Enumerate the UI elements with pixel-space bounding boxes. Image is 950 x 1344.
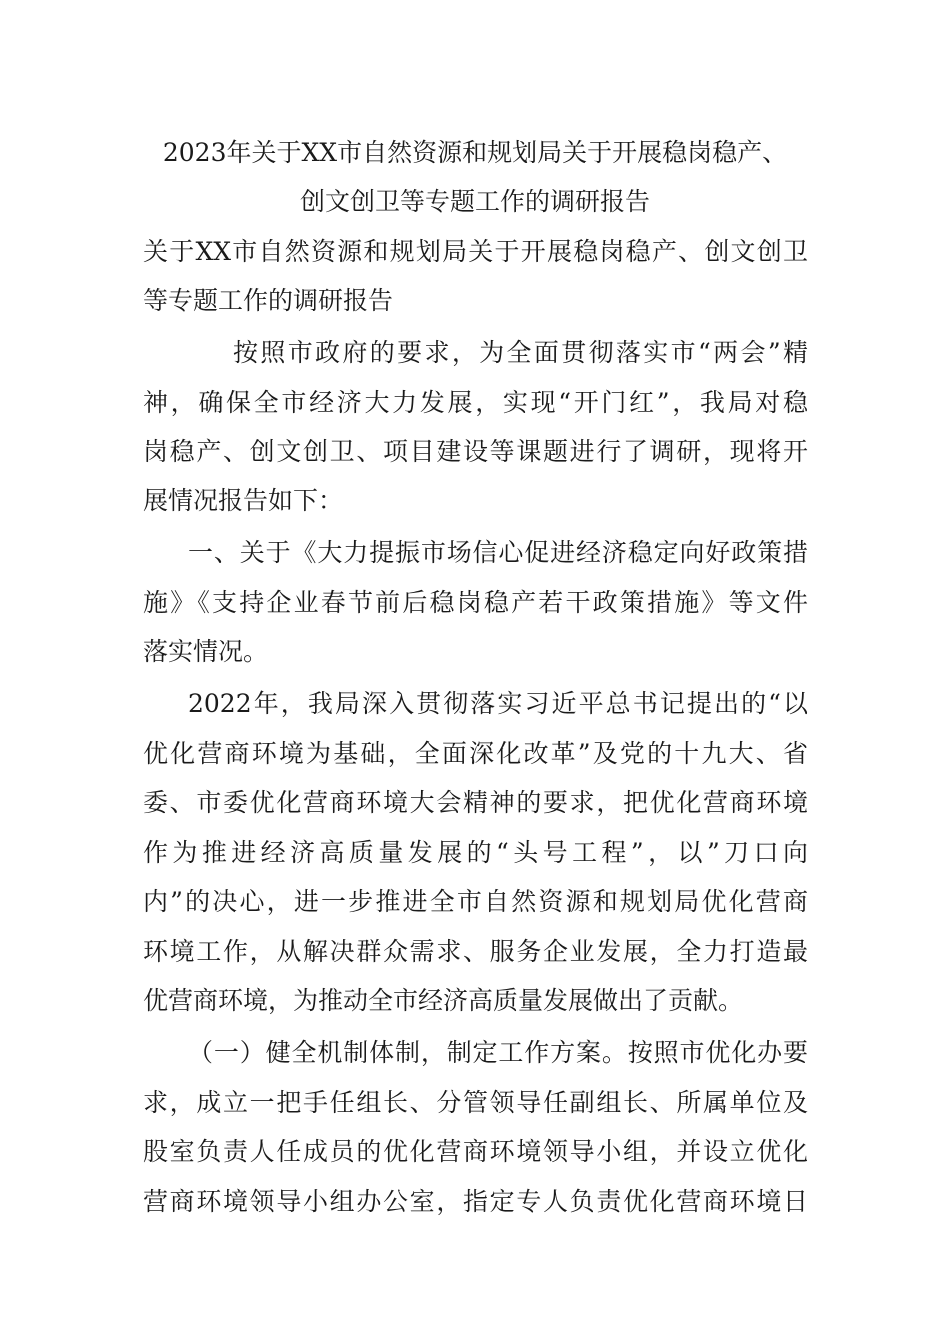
intro-line-2: 神，确保全市经济大力发展，实现“开门红”，我局对稳	[143, 388, 808, 417]
mechanism-line-3: 股室负责人任成员的优化营商环境领导小组，并设立优化	[143, 1137, 808, 1166]
year-2022-line-6: 环境工作，从解决群众需求、服务企业发展，全力打造最	[143, 937, 808, 966]
mechanism-line-1: （一）健全机制体制，制定工作方案。按照市优化办要	[188, 1038, 808, 1067]
document-title-line-2: 创文创卫等专题工作的调研报告	[299, 187, 650, 216]
section-one-heading-line-3: 落实情况。	[143, 637, 269, 666]
section-one-heading-line-1: 一、关于《大力提振市场信心促进经济稳定向好政策措	[188, 538, 808, 567]
subtitle-line-1: 关于XX市自然资源和规划局关于开展稳岗稳产、创文创卫	[143, 237, 808, 266]
mechanism-line-2: 求，成立一把手任组长、分管领导任副组长、所属单位及	[143, 1088, 808, 1117]
year-2022-line-5: 内”的决心，进一步推进全市自然资源和规划局优化营商	[143, 887, 808, 916]
section-one-heading-line-2: 施》《支持企业春节前后稳岗稳产若干政策措施》等文件	[143, 588, 808, 617]
year-2022-line-4: 作为推进经济高质量发展的“头号工程”，以”刀口向	[143, 838, 808, 867]
document-title-line-1: 2023年关于XX市自然资源和规划局关于开展稳岗稳产、	[162, 138, 788, 167]
year-2022-line-3: 委、市委优化营商环境大会精神的要求，把优化营商环境	[143, 788, 808, 817]
subtitle-line-2: 等专题工作的调研报告	[143, 286, 394, 315]
intro-line-4: 展情况报告如下：	[143, 486, 344, 515]
year-2022-line-1: 2022年，我局深入贯彻落实习近平总书记提出的“以	[188, 689, 808, 718]
year-2022-line-7: 优营商环境，为推动全市经济高质量发展做出了贡献。	[143, 986, 744, 1015]
intro-line-3: 岗稳产、创文创卫、项目建设等课题进行了调研，现将开	[143, 437, 808, 466]
year-2022-line-2: 优化营商环境为基础，全面深化改革”及党的十九大、省	[143, 739, 808, 768]
intro-line-1: 按照市政府的要求，为全面贯彻落实市“两会”精	[233, 338, 808, 367]
mechanism-line-4: 营商环境领导小组办公室，指定专人负责优化营商环境日	[143, 1187, 808, 1216]
